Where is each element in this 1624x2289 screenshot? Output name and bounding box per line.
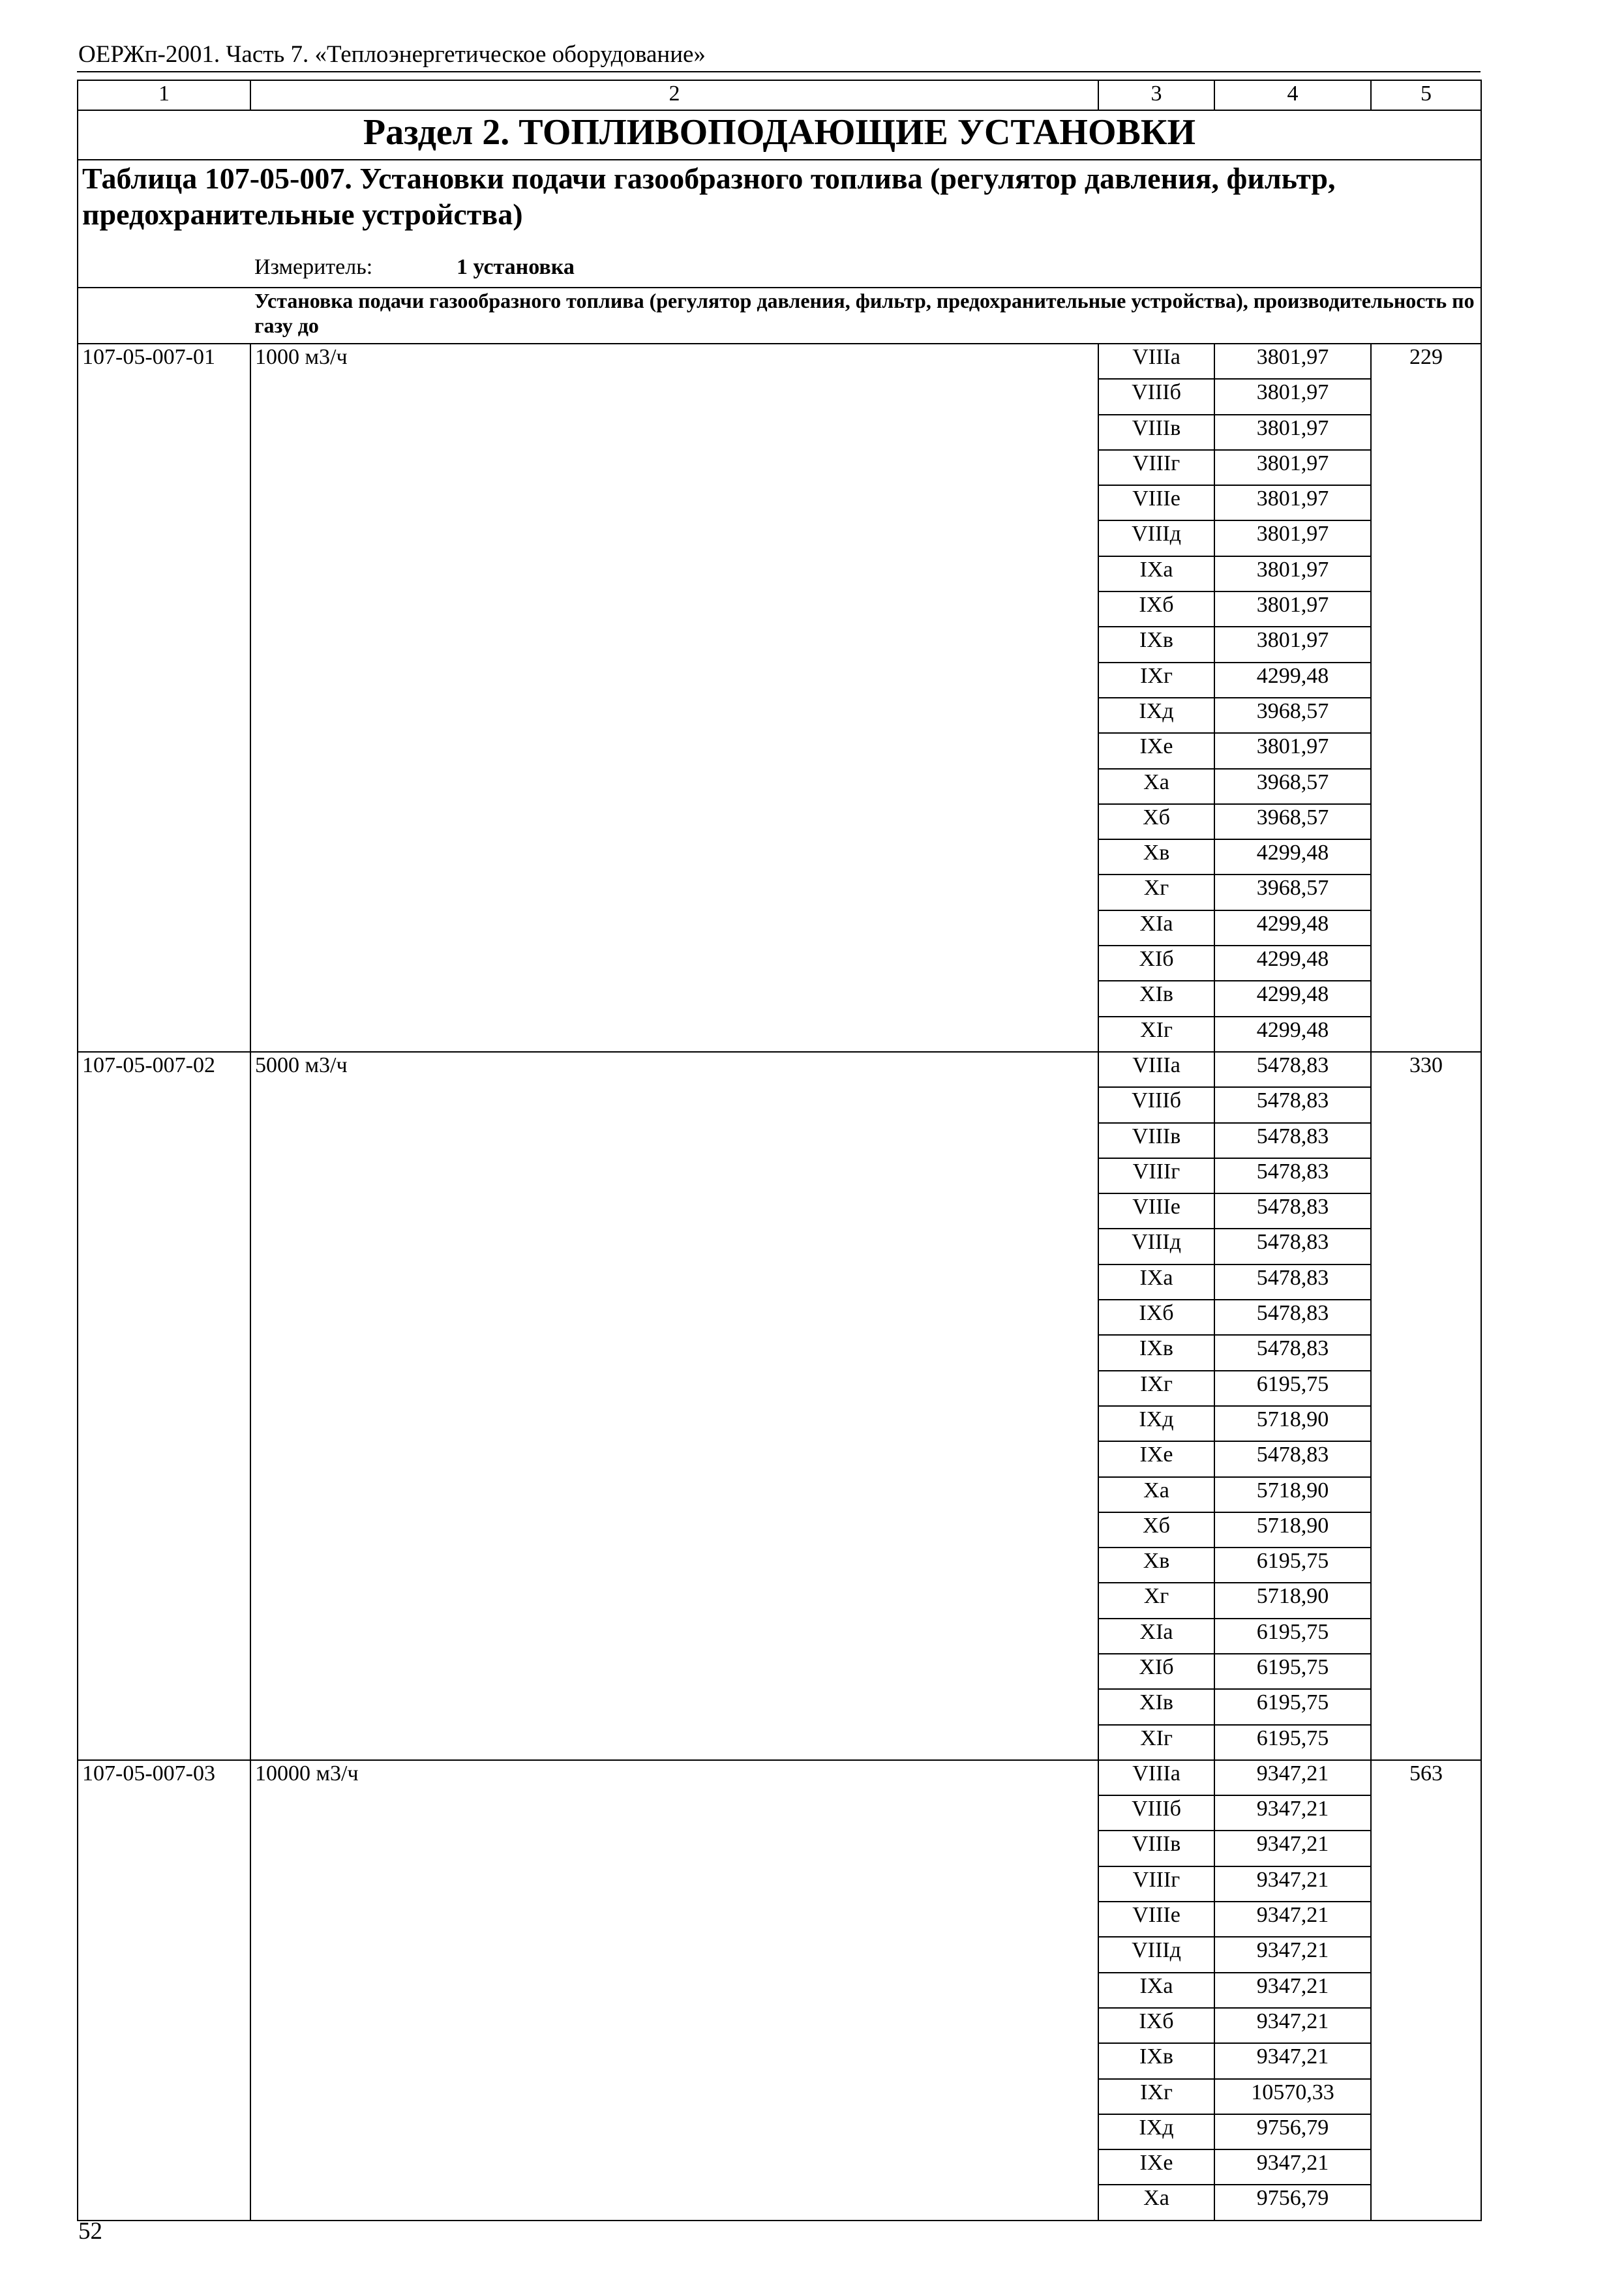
rate-value: 3968,57: [1214, 769, 1371, 804]
region-zone: Xв: [1098, 839, 1214, 875]
rate-value: 9347,21: [1214, 1973, 1371, 2008]
region-zone: VIIIа: [1098, 344, 1214, 379]
region-zone: Xб: [1098, 1512, 1214, 1548]
region-zone: VIIIд: [1098, 1937, 1214, 1972]
rate-value: 3801,97: [1214, 520, 1371, 556]
column-5-value: 563: [1371, 1760, 1481, 2221]
region-zone: IXг: [1098, 1371, 1214, 1406]
region-zone: XIб: [1098, 946, 1214, 981]
region-zone: Xа: [1098, 2185, 1214, 2220]
region-zone: XIг: [1098, 1725, 1214, 1760]
column-number: 2: [250, 80, 1098, 110]
region-zone: Xв: [1098, 1548, 1214, 1583]
rate-value: 5718,90: [1214, 1512, 1371, 1548]
rate-value: 9347,21: [1214, 1795, 1371, 1831]
rate-code: 107-05-007-01: [78, 344, 250, 1052]
column-number: 5: [1371, 80, 1481, 110]
region-zone: IXг: [1098, 2079, 1214, 2114]
rate-value: 3801,97: [1214, 627, 1371, 662]
region-zone: VIIIа: [1098, 1760, 1214, 1795]
table-title-row: [78, 160, 1481, 254]
rate-value: 9347,21: [1214, 2149, 1371, 2185]
region-zone: Xб: [1098, 804, 1214, 839]
rate-value: 5478,83: [1214, 1123, 1371, 1158]
rate-name: 5000 м3/ч: [250, 1052, 1098, 1760]
rate-value: 9347,21: [1214, 1937, 1371, 1972]
region-zone: IXд: [1098, 2114, 1214, 2149]
region-zone: VIIIг: [1098, 1158, 1214, 1193]
rates-table: [77, 80, 1482, 2221]
table-title: Таблица 107-05-007. Установки подачи газообразного топлива (регулятор давления, фильтр, предохранительные устройства): [78, 160, 1481, 254]
rate-value: 3968,57: [1214, 804, 1371, 839]
table-row: [78, 344, 1481, 379]
region-zone: Xа: [1098, 1477, 1214, 1512]
region-zone: VIIIб: [1098, 1087, 1214, 1122]
region-zone: IXд: [1098, 1406, 1214, 1441]
region-zone: IXе: [1098, 733, 1214, 768]
region-zone: IXе: [1098, 2149, 1214, 2185]
rate-value: 6195,75: [1214, 1654, 1371, 1689]
measure-row: [78, 254, 1481, 288]
rate-value: 5478,83: [1214, 1193, 1371, 1229]
rate-value: 6195,75: [1214, 1548, 1371, 1583]
rate-value: 3801,97: [1214, 733, 1371, 768]
region-zone: IXб: [1098, 591, 1214, 627]
rate-value: 9347,21: [1214, 1831, 1371, 1866]
region-zone: VIIIе: [1098, 485, 1214, 520]
rate-name: 10000 м3/ч: [250, 1760, 1098, 2221]
region-zone: VIIIг: [1098, 1866, 1214, 1902]
rate-value: 4299,48: [1214, 910, 1371, 946]
rate-name: 1000 м3/ч: [250, 344, 1098, 1052]
measure-label: Измеритель:: [254, 255, 373, 279]
rate-value: 5478,83: [1214, 1087, 1371, 1122]
rate-value: 4299,48: [1214, 946, 1371, 981]
column-number-row: [78, 80, 1481, 110]
table-row: [78, 1760, 1481, 1795]
rate-value: 3801,97: [1214, 556, 1371, 591]
region-zone: XIв: [1098, 1689, 1214, 1724]
rate-value: 6195,75: [1214, 1689, 1371, 1724]
region-zone: IXб: [1098, 2008, 1214, 2043]
rate-value: 10570,33: [1214, 2079, 1371, 2114]
region-zone: VIIIе: [1098, 1193, 1214, 1229]
rate-value: 5718,90: [1214, 1583, 1371, 1618]
region-zone: IXа: [1098, 1973, 1214, 2008]
region-zone: XIб: [1098, 1654, 1214, 1689]
rate-value: 3801,97: [1214, 344, 1371, 379]
rate-value: 5718,90: [1214, 1406, 1371, 1441]
rate-value: 3968,57: [1214, 875, 1371, 910]
rate-value: 5478,83: [1214, 1229, 1371, 1264]
rate-value: 4299,48: [1214, 1017, 1371, 1052]
region-zone: IXв: [1098, 2043, 1214, 2078]
running-header: ОЕРЖп-2001. Часть 7. «Теплоэнергетическое оборудование»: [78, 41, 706, 68]
rate-value: 9347,21: [1214, 1760, 1371, 1795]
rate-value: 5718,90: [1214, 1477, 1371, 1512]
rate-value: 3801,97: [1214, 415, 1371, 450]
region-zone: VIIIг: [1098, 450, 1214, 485]
rate-value: 5478,83: [1214, 1158, 1371, 1193]
rate-value: 4299,48: [1214, 839, 1371, 875]
rate-value: 5478,83: [1214, 1441, 1371, 1476]
rate-value: 9756,79: [1214, 2114, 1371, 2149]
rate-value: 3968,57: [1214, 698, 1371, 733]
table-row: [78, 1052, 1481, 1087]
rate-value: 9756,79: [1214, 2185, 1371, 2220]
rate-value: 3801,97: [1214, 379, 1371, 414]
rate-value: 6195,75: [1214, 1371, 1371, 1406]
region-zone: XIа: [1098, 1619, 1214, 1654]
description: Установка подачи газообразного топлива (регулятор давления, фильтр, предохранительные устройства), производительность по газу до: [250, 288, 1481, 344]
region-zone: VIIIб: [1098, 1795, 1214, 1831]
rate-value: 9347,21: [1214, 2043, 1371, 2078]
column-number: 1: [78, 80, 250, 110]
region-zone: VIIIв: [1098, 1831, 1214, 1866]
region-zone: IXе: [1098, 1441, 1214, 1476]
region-zone: Xг: [1098, 1583, 1214, 1618]
header-rule: [77, 71, 1481, 72]
region-zone: XIг: [1098, 1017, 1214, 1052]
column-5-value: 229: [1371, 344, 1481, 1052]
section-title: Раздел 2. ТОПЛИВОПОДАЮЩИЕ УСТАНОВКИ: [78, 110, 1481, 160]
column-5-value: 330: [1371, 1052, 1481, 1760]
rate-value: 3801,97: [1214, 485, 1371, 520]
rate-value: 9347,21: [1214, 1902, 1371, 1937]
rate-value: 9347,21: [1214, 1866, 1371, 1902]
region-zone: IXг: [1098, 663, 1214, 698]
region-zone: IXа: [1098, 1264, 1214, 1300]
description-row: [78, 288, 1481, 344]
page-number: 52: [78, 2218, 102, 2245]
region-zone: VIIIб: [1098, 379, 1214, 414]
region-zone: XIв: [1098, 981, 1214, 1016]
rate-value: 4299,48: [1214, 981, 1371, 1016]
rate-code: 107-05-007-02: [78, 1052, 250, 1760]
region-zone: Xа: [1098, 769, 1214, 804]
rate-value: 5478,83: [1214, 1335, 1371, 1370]
region-zone: VIIIд: [1098, 520, 1214, 556]
rate-value: 5478,83: [1214, 1300, 1371, 1335]
rate-value: 3801,97: [1214, 591, 1371, 627]
region-zone: VIIIд: [1098, 1229, 1214, 1264]
column-number: 4: [1214, 80, 1371, 110]
column-number: 3: [1098, 80, 1214, 110]
section-row: [78, 110, 1481, 160]
region-zone: IXа: [1098, 556, 1214, 591]
region-zone: IXв: [1098, 627, 1214, 662]
region-zone: VIIIе: [1098, 1902, 1214, 1937]
rate-value: 5478,83: [1214, 1264, 1371, 1300]
region-zone: IXв: [1098, 1335, 1214, 1370]
region-zone: VIIIа: [1098, 1052, 1214, 1087]
measure-value: 1 установка: [457, 255, 575, 279]
region-zone: XIа: [1098, 910, 1214, 946]
rate-value: 4299,48: [1214, 663, 1371, 698]
region-zone: VIIIв: [1098, 415, 1214, 450]
rate-value: 6195,75: [1214, 1619, 1371, 1654]
rate-code: 107-05-007-03: [78, 1760, 250, 2221]
region-zone: IXб: [1098, 1300, 1214, 1335]
region-zone: VIIIв: [1098, 1123, 1214, 1158]
rate-value: 9347,21: [1214, 2008, 1371, 2043]
rate-value: 5478,83: [1214, 1052, 1371, 1087]
rate-value: 3801,97: [1214, 450, 1371, 485]
region-zone: Xг: [1098, 875, 1214, 910]
region-zone: IXд: [1098, 698, 1214, 733]
rate-value: 6195,75: [1214, 1725, 1371, 1760]
